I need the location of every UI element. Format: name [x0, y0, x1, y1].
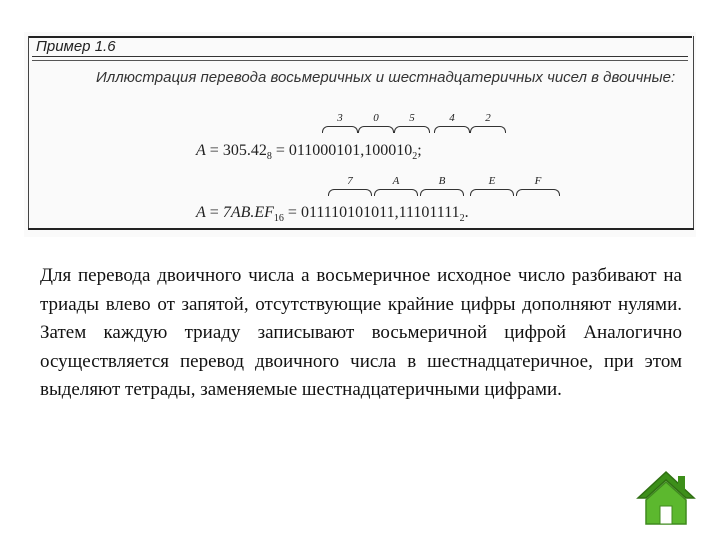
hex-rhs-base: 2 — [459, 213, 465, 225]
frame-right-rule — [693, 36, 694, 230]
octal-lhs-eq: = — [209, 142, 219, 159]
octal-digit: 2 — [485, 112, 491, 124]
octal-rhs-value: 011000101,100010 — [288, 142, 413, 159]
octal-group — [434, 112, 470, 124]
octal-rhs-base: 2 — [412, 151, 418, 163]
octal-group — [322, 112, 358, 124]
hex-digit: A — [392, 175, 400, 187]
hex-group — [328, 175, 372, 187]
hex-digit: F — [534, 175, 542, 187]
brace — [434, 126, 470, 133]
octal-group — [394, 112, 430, 124]
brace — [322, 126, 358, 133]
example-intro — [36, 68, 676, 88]
hex-rhs-eq: = — [287, 204, 297, 221]
example-intro-text: Иллюстрация перевода восьмеричных и шестнадцатеричных чисел в двоичные: — [96, 69, 676, 86]
home-icon — [634, 466, 698, 528]
hex-group — [516, 175, 560, 187]
hex-digit: 7 — [347, 175, 353, 187]
frame-heading-rule — [32, 56, 688, 57]
hex-formula — [196, 204, 469, 224]
hex-end: . — [464, 204, 469, 221]
octal-digit: 4 — [449, 112, 455, 124]
octal-digit: 3 — [337, 112, 343, 124]
hex-group — [470, 175, 514, 187]
hex-digit: E — [488, 175, 496, 187]
hex-lhs-base: 16 — [273, 213, 284, 225]
home-chimney — [678, 476, 685, 490]
hex-lhs-var: A — [196, 204, 206, 221]
octal-lhs-base: 8 — [266, 151, 272, 163]
octal-end: ; — [417, 142, 422, 159]
hex-lhs-eq: = — [209, 204, 219, 221]
brace — [394, 126, 430, 133]
brace — [420, 189, 464, 196]
example-scan — [24, 32, 696, 237]
brace — [470, 126, 506, 133]
frame-top-rule — [28, 36, 692, 38]
frame-heading-rule-2 — [32, 60, 688, 61]
example-heading: Пример 1.6 — [36, 38, 116, 55]
octal-lhs-var: A — [196, 142, 206, 159]
brace — [516, 189, 560, 196]
octal-digit: 0 — [373, 112, 379, 124]
octal-lhs-value: 305.42 — [222, 142, 267, 159]
home-door — [660, 506, 672, 524]
octal-group — [470, 112, 506, 124]
brace — [470, 189, 514, 196]
hex-digit: B — [438, 175, 446, 187]
octal-formula — [196, 142, 422, 162]
hex-lhs-value: 7AB.EF — [222, 204, 274, 221]
brace — [374, 189, 418, 196]
body-paragraph: Для перевода двоичного числа а восьмеричное исходное число разбивают на триады влево от запятой, отсутствующие крайние цифры дополняют нулями. Затем каждую триаду записывают восьмеричной цифрой Аналогично осуществляется перевод двоичного числа в шестнадцатеричное, при этом выделяют тетрады, заменяемые шестнадцатеричными цифрами. — [40, 265, 682, 401]
octal-rhs-eq: = — [275, 142, 285, 159]
octal-group — [358, 112, 394, 124]
hex-rhs-value: 011110101011,11101111 — [300, 204, 460, 221]
frame-left-rule — [28, 36, 29, 228]
frame-bottom-rule — [28, 228, 694, 230]
home-button[interactable] — [634, 466, 698, 528]
brace — [358, 126, 394, 133]
brace — [328, 189, 372, 196]
hex-group — [420, 175, 464, 187]
octal-digit: 5 — [409, 112, 415, 124]
hex-group — [374, 175, 418, 187]
